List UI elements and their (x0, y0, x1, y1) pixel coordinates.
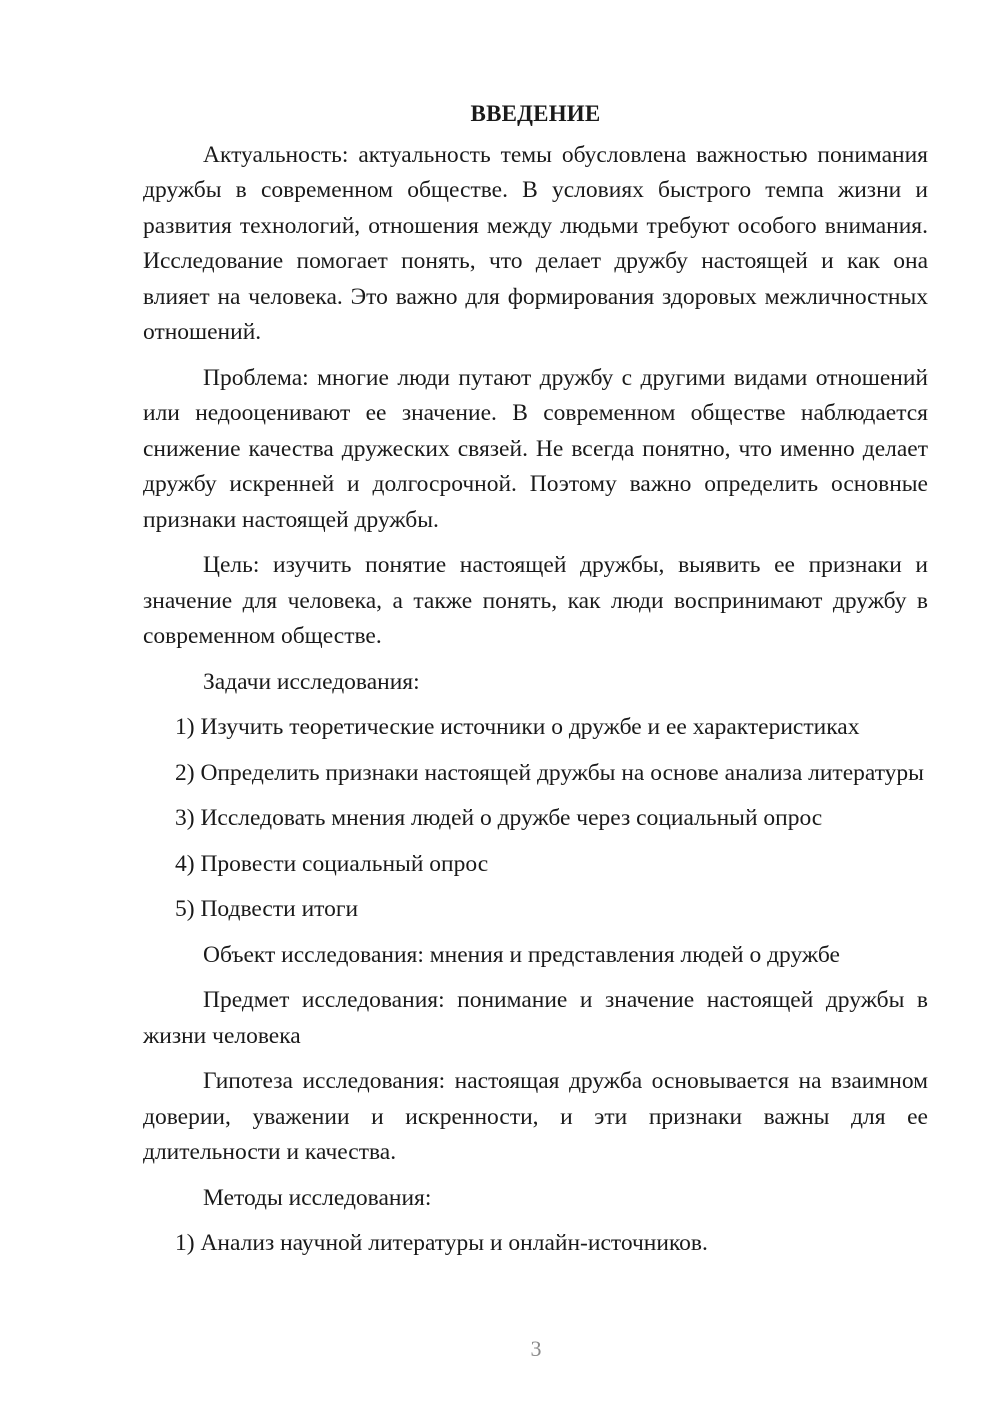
page-content (143, 96, 928, 1272)
paragraph-problem: Проблема: многие люди путают дружбу с другими видами отношений или недооценивают ее значение. В современном обществе наблюдается снижение качества дружеских связей. Не всегда понятно, что именно делает дружбу искренней и долгосрочной. Поэтому важно определить основные признаки настоящей дружбы. (143, 364, 928, 533)
paragraph-hypothesis: Гипотеза исследования: настоящая дружба основывается на взаимном доверии, уважении и искренности, и эти признаки важны для ее длительности и качества. (143, 1068, 928, 1165)
task-item-4: 4) Провести социальный опрос (175, 850, 489, 877)
section-title: ВВЕДЕНИЕ (470, 101, 601, 126)
task-item-5: 5) Подвести итоги (175, 896, 359, 922)
tasks-heading: Задачи исследования: (203, 668, 420, 695)
paragraph-goal: Цель: изучить понятие настоящей дружбы, выявить ее признаки и значение для человека, а также понять, как люди воспринимают дружбу в современном обществе. (143, 552, 928, 649)
paragraph-object: Объект исследования: мнения и представления людей о дружбе (203, 941, 840, 968)
paragraph-subject: Предмет исследования: понимание и значение настоящей дружбы в жизни человека (143, 987, 928, 1049)
task-item-1: 1) Изучить теоретические источники о дружбе и ее характеристиках (175, 714, 860, 740)
methods-heading: Методы исследования: (203, 1184, 432, 1211)
paragraph-relevance: Актуальность: актуальность темы обусловлена важностью понимания дружбы в современном обществе. В условиях быстрого темпа жизни и развития технологий, отношения между людьми требуют особого внимания. Исследование помогает понять, что делает дружбу настоящей и как она влияет на человека. Это важно для формирования здоровых межличностных отношений. (143, 141, 928, 345)
page-number: 3 (530, 1336, 542, 1361)
method-item-1: 1) Анализ научной литературы и онлайн-источников. (175, 1230, 708, 1256)
task-item-3: 3) Исследовать мнения людей о дружбе через социальный опрос (175, 805, 823, 831)
task-item-2: 2) Определить признаки настоящей дружбы на основе анализа литературы (175, 759, 924, 786)
